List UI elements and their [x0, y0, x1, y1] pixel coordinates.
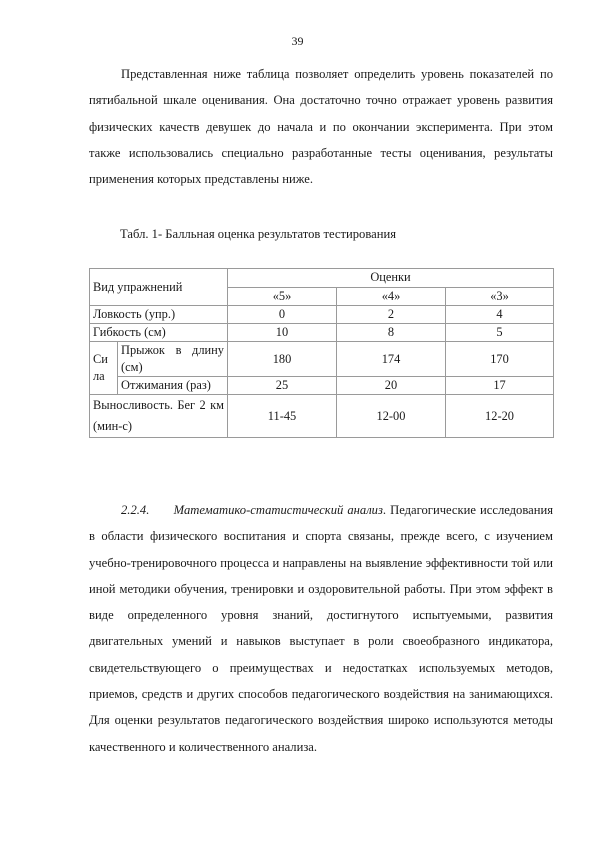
table-row	[90, 395, 554, 438]
section-paragraph	[89, 497, 553, 760]
cell-value: 8	[337, 324, 446, 342]
cell-value: 180	[228, 342, 337, 377]
cell-value: 174	[337, 342, 446, 377]
row-label: Ловкость (упр.)	[90, 306, 228, 324]
cell-value: 11-45	[228, 395, 337, 438]
grade-5: «5»	[228, 287, 337, 306]
table-row	[90, 377, 554, 395]
section-body: Педагогические исследования в области физического воспитания и спорта связаны, прежде всего, с изучением учебно-тренировочного процесса и направлены на выявление эффективности той или иной методики обучения, тренировки и оздоровительной работы. При этом эффект в виде определенного уровня знаний, достигнутого испытуемыми, развития двигательных умений и навыков выступает в роли своеобразного индикатора, свидетельствующего о преимуществах и недостатках используемых методов, приемов, средств и других способов педагогического воздействия на занимающихся. Для оценки результатов педагогического воздействия широко используются методы качественного и количественного анализа.	[89, 503, 553, 754]
cell-value: 170	[446, 342, 554, 377]
header-grades: Оценки	[228, 269, 554, 288]
cell-value: 12-20	[446, 395, 554, 438]
cell-value: 17	[446, 377, 554, 395]
page-number: 39	[291, 34, 304, 48]
row-label: Прыжок в длину (см)	[118, 342, 228, 377]
row-label: Отжимания (раз)	[118, 377, 228, 395]
cell-value: 4	[446, 306, 554, 324]
table-row	[90, 306, 554, 324]
grade-4: «4»	[337, 287, 446, 306]
table-header-row	[90, 269, 554, 288]
row-label: Гибкость (см)	[90, 324, 228, 342]
cell-value: 12-00	[337, 395, 446, 438]
cell-value: 10	[228, 324, 337, 342]
header-exercise: Вид упражнений	[90, 269, 228, 306]
cell-value: 2	[337, 306, 446, 324]
table-caption: Табл. 1- Балльная оценка результатов тестирования	[120, 227, 396, 241]
cell-value: 5	[446, 324, 554, 342]
section-title: Математико-статистический анализ	[173, 503, 383, 517]
table-row	[90, 324, 554, 342]
table-row	[90, 342, 554, 377]
grade-3: «3»	[446, 287, 554, 306]
strength-group-label: Сила	[90, 342, 118, 395]
row-label: Выносливость. Бег 2 км (мин-с)	[90, 395, 228, 438]
section-title-period: .	[382, 503, 387, 517]
cell-value: 0	[228, 306, 337, 324]
section-number: 2.2.4.	[121, 503, 150, 517]
intro-paragraph: Представленная ниже таблица позволяет определить уровень показателей по пятибальной шкале оценивания. Она достаточно точно отражает уровень развития физических качеств девушек до начала и по окончании эксперимента. При этом также использовались специально разработанные тесты оценивания, результаты применения которых представлены ниже.	[89, 67, 553, 187]
results-table	[89, 268, 554, 438]
cell-value: 25	[228, 377, 337, 395]
cell-value: 20	[337, 377, 446, 395]
